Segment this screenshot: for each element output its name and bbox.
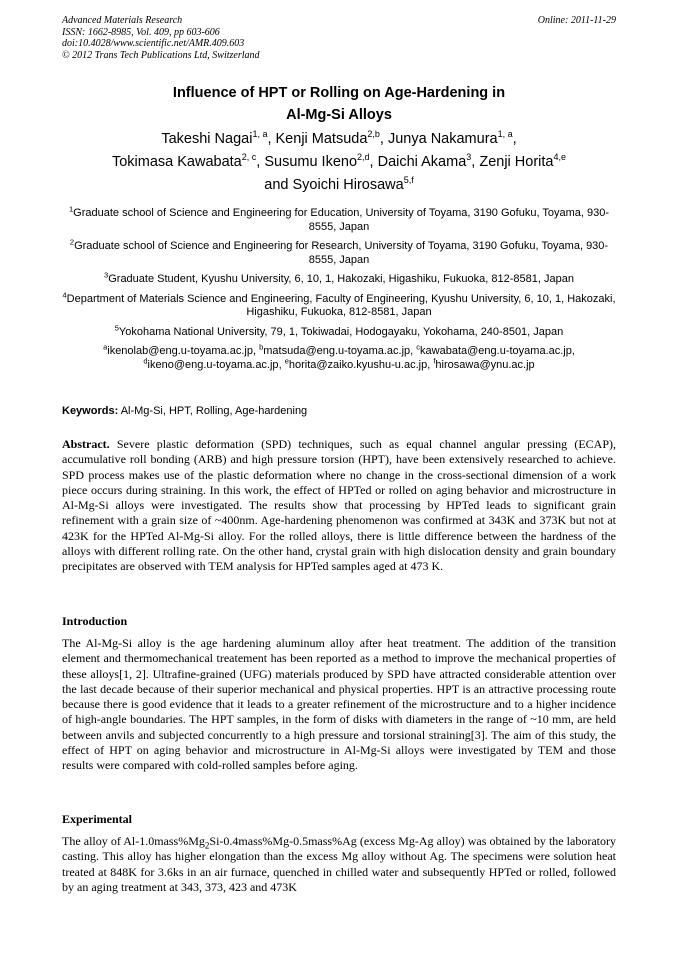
email-link[interactable]: hirosawa@ynu.ac.jp bbox=[435, 358, 535, 371]
affiliation-item bbox=[62, 237, 616, 267]
author-affil-mark: 1, a bbox=[497, 129, 513, 140]
keywords-label: Keywords: bbox=[62, 405, 119, 417]
paper-title bbox=[0, 82, 678, 126]
subscript: 2 bbox=[204, 840, 210, 851]
email-link[interactable]: ikenolab@eng.u-toyama.ac.jp bbox=[107, 345, 253, 357]
email-line-1: $^a$ikenolab@eng.u-toyama.ac.jp, $^b$matsuda@eng.u-toyama.ac.jp, $^c$kawabata@eng.u-toyama.ac.jp, bbox=[103, 342, 575, 357]
doi-line: doi:10.4028/www.scientific.net/AMR.409.603 bbox=[62, 38, 245, 49]
journal-name: Advanced Materials Research bbox=[62, 15, 183, 26]
running-header bbox=[62, 15, 616, 61]
online-date: Online: 2011-11-29 bbox=[537, 15, 616, 26]
introduction-text: The Al-Mg-Si alloy is the age hardening aluminum alloy after heat treatment. The addition of the transition element and thermomechanical treatement has been reported as a method to improve the mechanical properties of these alloys[1, 2]. Ultrafine-grained (UFG) materials produced by SPD have attracted considerable attention over the last decade because of their superior mechanical and physical properties. HPT is an attractive processing route because there is good evidence that it leads to a greater refinement of the microstructure and to a higher incidence of high-angle boundaries. The HPT samples, in the form of disks with diameters in the range of ~10 mm, are held between anvils and subjected concurrently to a high pressure and torsional straining[3]. The aim of this study, the effect of HPT on aging behavior and microstructure in Al-Mg-Si alloys were investigated by TEM and those results were compared with cold-rolled samples before aging. bbox=[62, 636, 616, 773]
abstract-text: Severe plastic deformation (SPD) techniques, such as equal channel angular pressing (ECAP), accumulative roll bonding (ARB) and high pressure torsion (HPT), have been extensively researched to achieve. SPD process makes use of the plastic deformation where no change in the cross-sectional dimension of a work piece occurs during straining. In this work, the effect of HPTed or rolled on aging behavior and microstructure in Al-Mg-Si alloys were investigated. The results show that processing by HPTed leads to significant grain refinement with a grain size of ~400nm. Age-hardening phenomenon was confirmed at 343K and 373K but not at 423K for the HPTed Al-Mg-Si alloy. For the rolled alloys, there is little difference between the hardness of the alloys with different rolling rate. On the other hand, crystal grain with high dislocation density and grain boundary precipitates are observed with TEM analysis for HPTed samples aged at 473 K. bbox=[62, 437, 617, 574]
author-name: Takeshi Nagai bbox=[161, 131, 253, 147]
email-link[interactable]: matsuda@eng.u-toyama.ac.jp bbox=[263, 345, 411, 357]
affiliations bbox=[62, 204, 616, 372]
email-link[interactable]: ikeno@eng.u-toyama.ac.jp bbox=[147, 358, 279, 371]
affiliation-text: Graduate school of Science and Engineering for Education, University of Toyama, 3190 Gofuku, Toyama, 930-8555, Japan bbox=[73, 207, 610, 233]
author-affil-mark: 1, a bbox=[252, 129, 268, 140]
affiliation-number: 5 bbox=[114, 322, 119, 332]
affiliation-text: Department of Materials Science and Engineering, Faculty of Engineering, Kyushu University, 6, 10, 1, Hakozaki, Higashiku, Fukuoka, 812-8581, Japan bbox=[66, 292, 616, 318]
author-affil-mark: 2, c bbox=[241, 152, 257, 163]
affiliation-item bbox=[62, 289, 616, 320]
author-line-1: Takeshi Nagai$^{1, a}$, Kenji Matsuda$^{2,b}$, Junya Nakamura$^{1, a}$, bbox=[161, 129, 517, 147]
author-line-3 bbox=[40, 174, 638, 197]
affiliation-number: 1 bbox=[68, 204, 74, 214]
affiliation-text: Yokohama National University, 79, 1, Tokiwadai, Hodogayaku, Yokohama, 240-8501, Japan bbox=[118, 325, 564, 338]
affiliation-item bbox=[62, 270, 616, 287]
title-line-1: Influence of HPT or Rolling on Age-Hardening in bbox=[172, 85, 506, 101]
keywords-text: Al-Mg-Si, HPT, Rolling, Age-hardening bbox=[120, 405, 308, 417]
author-name: Zenji Horita bbox=[479, 154, 554, 170]
affiliation-text: Graduate school of Science and Engineering for Research, University of Toyama, 3190 Gofuku, Toyama, 930-8555, Japan bbox=[74, 240, 609, 266]
copyright-line: © 2012 Trans Tech Publications Ltd, Switzerland bbox=[62, 49, 260, 61]
author-name: Daichi Akama bbox=[377, 154, 467, 170]
email-line-2: $^d$ikeno@eng.u-toyama.ac.jp, $^e$horita@zaiko.kyushu-u.ac.jp, $^f$hirosawa@ynu.ac.jp bbox=[143, 355, 535, 371]
affiliation-number: 2 bbox=[69, 237, 75, 247]
author-name: Junya Nakamura bbox=[387, 131, 498, 147]
affiliation-number: 3 bbox=[104, 270, 109, 280]
abstract bbox=[62, 437, 616, 575]
abstract-label: Abstract. bbox=[62, 437, 110, 451]
keywords bbox=[62, 405, 616, 417]
author-affil-mark: 5,f bbox=[403, 175, 414, 186]
email-list bbox=[62, 342, 616, 372]
author-name: and Syoichi Hirosawa bbox=[264, 177, 404, 193]
affiliation-item bbox=[62, 322, 616, 340]
introduction-heading: Introduction bbox=[62, 614, 128, 628]
author-line-2: Tokimasa Kawabata$^{2, c}$, Susumu Ikeno$^{2,d}$, Daichi Akama$^3$, Zenji Horita$^{4,e}$ bbox=[111, 152, 566, 170]
author-list bbox=[40, 128, 638, 197]
title-line-2: Al-Mg-Si Alloys bbox=[286, 107, 392, 123]
author-affil-mark: 4,e bbox=[553, 152, 566, 163]
author-affil-mark: 3 bbox=[466, 152, 472, 163]
affiliation-text: Graduate Student, Kyushu University, 6, 10, 1, Hakozaki, Higashiku, Fukuoka, 812-8581, Japan bbox=[108, 273, 574, 285]
experimental-heading: Experimental bbox=[62, 812, 132, 826]
author-name: Susumu Ikeno bbox=[264, 154, 358, 170]
author-affil-mark: 2,d bbox=[357, 152, 370, 163]
author-affil-mark: 2,b bbox=[367, 129, 380, 140]
issn-line: ISSN: 1662-8985, Vol. 409, pp 603-606 bbox=[62, 26, 220, 38]
experimental-text: The alloy of $Al-1.0mass\%Mg_2Si-0.4mass\%Mg-0.5mass\%Ag$ (excess Mg-Ag alloy) was obtained by the laboratory casting. This alloy has higher elongation than the excess Mg alloy without Ag. The specimens were solution heat treated at 848K for 3.6ks in an air furnace, quenched in chilled water and subsequently HPTed or rolled, followed by an aging treatment at 343, 373, 423 and 473K bbox=[62, 834, 616, 894]
email-link[interactable]: horita@zaiko.kyushu-u.ac.jp bbox=[288, 358, 428, 371]
email-link[interactable]: kawabata@eng.u-toyama.ac.jp bbox=[420, 345, 572, 357]
affiliation-item bbox=[62, 204, 616, 234]
author-name: Tokimasa Kawabata bbox=[111, 154, 242, 170]
author-name: Kenji Matsuda bbox=[275, 131, 368, 147]
affiliation-number: 4 bbox=[62, 289, 67, 299]
